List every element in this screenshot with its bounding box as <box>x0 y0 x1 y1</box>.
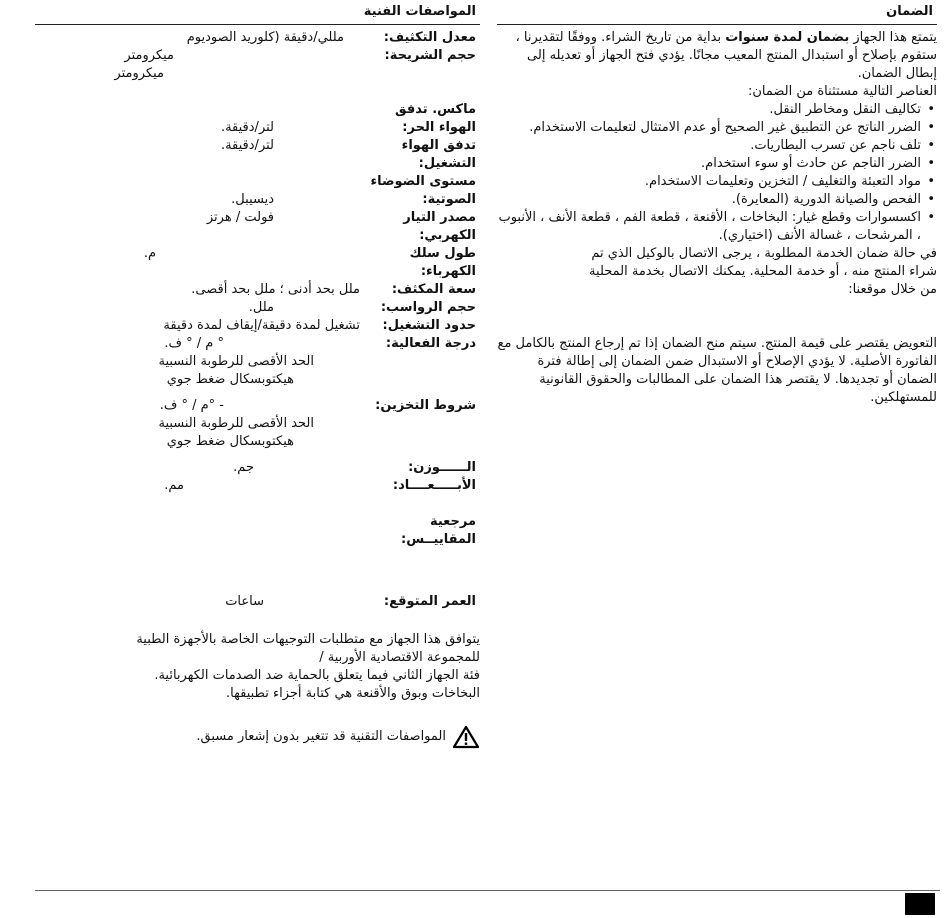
list-item: • الضرر الناتج عن التطبيق غير الصحيح أو عدم الامتثال لتعليمات الاستخدام. <box>497 119 937 137</box>
warning-triangle-icon <box>452 725 480 749</box>
service-note: في حالة ضمان الخدمة المطلوبة ، يرجى الاتصال بالوكيل الذي تم شراء المنتج منه ، أو خدمة المحلية. يمكنك الاتصال بخدمة المحلية من خلال موقعنا: <box>589 246 937 297</box>
spec-storage-conditions: شروط التخزين: - °م / ° ف. الحد الأقصى للرطوبة النسبية هيكتوبسكال ضغط جوي <box>158 398 476 449</box>
notice-row <box>35 725 480 749</box>
spec-residual-volume: حجم الرواسب: ملل. <box>248 300 476 315</box>
exclusions-list <box>497 101 937 245</box>
noise-heading: مستوى الضوضاء <box>370 174 476 189</box>
page-marker <box>905 893 935 915</box>
spec-operating-limits: حدود التشغيل: تشغيل لمدة دقيقة/إيقاف لمدة دقيقة <box>163 318 476 333</box>
list-item: • مواد التعبئة والتغليف / التخزين وتعليمات الاستخدام. <box>497 173 937 191</box>
spec-expected-life: العمر المتوقع: ساعات <box>225 594 476 609</box>
spec-noise: الصوتية: ديسيبل. <box>231 192 476 207</box>
specs-section <box>35 0 480 749</box>
spec-power-source: مصدر التيار الكهربي: فولت / هرتز <box>206 210 476 243</box>
list-item: • اكسسوارات وقطع غيار: البخاخات ، الأقنعة ، قطعة الفم ، قطعة الأنف ، الأنبوب ، المرشحات ، غسالة الأنف (اختياري). <box>497 209 937 245</box>
list-item: • الضرر الناجم عن حادث أو سوء استخدام. <box>497 155 937 173</box>
spec-nebulization-rate: معدل التكثيف: مللي/دقيقة (كلوريد الصوديوم <box>186 30 476 45</box>
specs-title: المواصفات الفنية <box>35 0 480 25</box>
notice-text: المواصفات التقنية قد تتغير بدون إشعار مسبق. <box>196 729 446 744</box>
spec-free-air: الهواء الحر: لتر/دقيقة. <box>220 120 476 135</box>
compliance-text: يتوافق هذا الجهاز مع متطلبات التوجيهات الخاصة بالأجهزة الطبية للمجموعة الاقتصادية الأوربية / فئة الجهاز الثاني فيما يتعلق بالحماية ضد الصدمات الكهربائية. البخاخات وبوق والأقنعة هي كتابة أجزاء تطبيقها. <box>136 632 480 701</box>
spec-measurement-reference: مرجعية المقاييــس: <box>401 514 476 547</box>
list-item: • تكاليف النقل ومخاطر النقل. <box>497 101 937 119</box>
footer-divider <box>35 890 940 891</box>
spec-operating-flow: تدفق الهواء التشغيل: لتر/دقيقة. <box>220 138 476 171</box>
spec-particle-size: حجم الشريحة: ميكرومتر ميكرومتر <box>114 48 476 81</box>
spec-nebulizer-capacity: سعة المكثف: ملل بحد أدنى ؛ ملل بحد أقصى. <box>191 282 476 297</box>
warranty-title: الضمان <box>497 0 937 25</box>
warranty-section <box>497 0 937 407</box>
list-item: • تلف ناجم عن تسرب البطاريات. <box>497 137 937 155</box>
spec-operating-conditions: درجة الفعالية: ° م / ° ف. الحد الأقصى للرطوبة النسبية هيكتوبسكال ضغط جوي <box>158 336 476 387</box>
spec-dimensions: الأبـــــعــــاد: مم. <box>164 478 476 493</box>
spec-cable-length: طول سلك الكهرباء: م. <box>143 246 476 279</box>
max-flow-heading: ماكس. تدفق <box>395 102 476 117</box>
warranty-intro: يتمتع هذا الجهاز بضمان لمدة سنوات بداية من تاريخ الشراء. ووفقًا لتقديرنا ، ستقوم بإصلاح أو استبدال المنتج المعيب مجانًا. يؤدي فتح الجهاز أو تعديله إلى إبطال الضمان. <box>515 30 937 81</box>
exclusions-intro: العناصر التالية مستثناة من الضمان: <box>748 84 937 99</box>
compensation-text: التعويض يقتصر على قيمة المنتج. سيتم منح الضمان إذا تم إرجاع المنتج بالكامل مع الفاتورة الأصلية. لا يؤدي الإصلاح أو الاستبدال ضمن الضمان إلى إطالة فترة الضمان أو تجديدها. لا يقتصر هذا الضمان على المطالبات والحقوق القانونية للمستهلكين. <box>497 336 937 405</box>
list-item: • الفحص والصيانة الدورية (المعايرة). <box>497 191 937 209</box>
spec-weight: الــــــوزن: جم. <box>233 460 476 475</box>
